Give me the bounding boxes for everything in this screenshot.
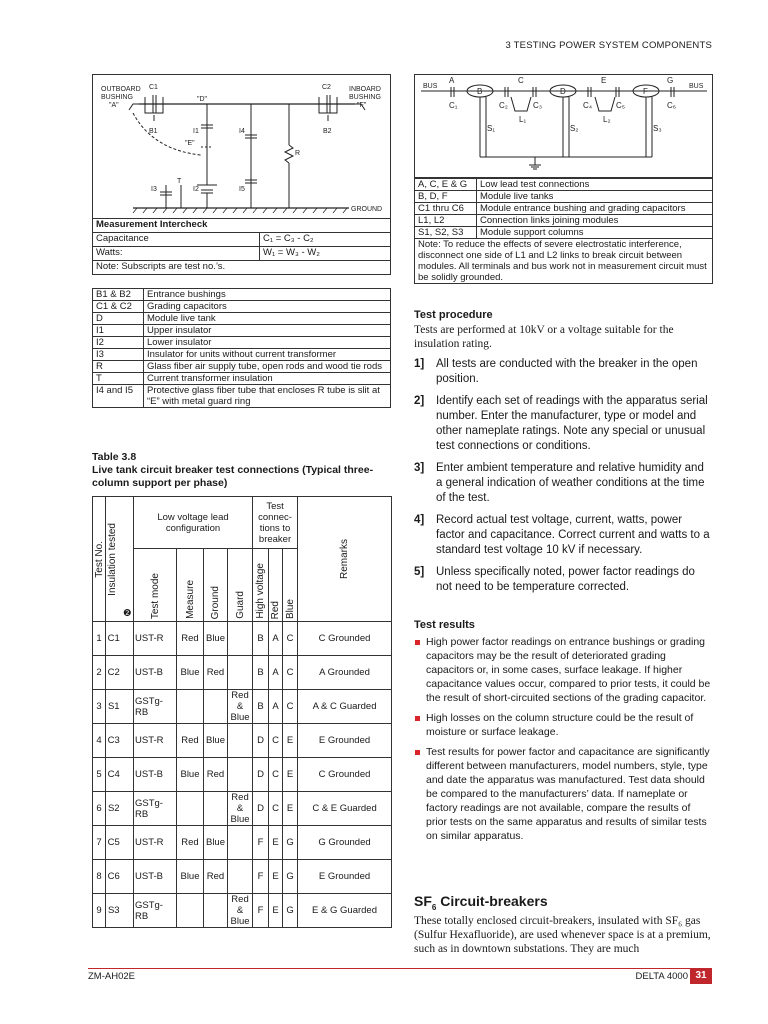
procedure-step: 5] Unless specifically noted, power factor readings do not need to be temperature corrected.	[414, 566, 695, 593]
intercheck-row	[93, 233, 391, 247]
cell-test-no: 3	[93, 690, 106, 724]
legend-row	[93, 301, 391, 313]
cell-ground: Red	[204, 758, 228, 792]
legend-value: Current transformer insulation	[144, 373, 391, 385]
cell-high-voltage: F	[253, 826, 269, 860]
cell-red: E	[269, 860, 283, 894]
cell-ground: Red	[204, 656, 228, 690]
diag1-i5-label: I5	[239, 186, 245, 193]
diag1-i4-label: I4	[239, 128, 245, 135]
cell-ground	[204, 792, 228, 826]
test-row	[93, 792, 392, 826]
cell-marker	[122, 826, 134, 860]
table-caption	[92, 451, 392, 490]
cell-measure: Red	[177, 622, 204, 656]
diag2-b-label: B	[477, 87, 483, 96]
test-row	[93, 690, 392, 724]
test-row	[93, 724, 392, 758]
header-blue: Blue	[283, 549, 298, 622]
cell-test-mode: UST-B	[134, 656, 177, 690]
legend-value: Glass fiber air supply tube, open rods and wood tie rods	[144, 361, 391, 373]
diag1-b2-label: B2	[323, 128, 332, 135]
diag2-bus-right-label: BUS	[689, 83, 704, 90]
cell-high-voltage: B	[253, 656, 269, 690]
legend-row	[415, 179, 713, 191]
diag2-d-label: D	[560, 87, 566, 96]
cell-ground	[204, 690, 228, 724]
cell-red: A	[269, 622, 283, 656]
cell-test-mode: UST-R	[134, 622, 177, 656]
cell-insulation: S2	[106, 792, 122, 826]
component-legend-table	[92, 288, 391, 408]
diag1-a-label: "A"	[109, 102, 119, 109]
cell-guard	[228, 724, 253, 758]
legend-value: Connection links joining modules	[477, 215, 713, 227]
legend-row	[415, 227, 713, 239]
cell-red: C	[269, 758, 283, 792]
legend-row	[415, 203, 713, 215]
diag1-f-label: "F"	[357, 102, 367, 109]
cell-remarks: G Grounded	[298, 826, 392, 860]
cell-blue: C	[283, 690, 298, 724]
legend-row	[93, 373, 391, 385]
intercheck-title: Measurement Intercheck	[93, 219, 391, 233]
test-row	[93, 656, 392, 690]
diag1-b1-label: B1	[149, 128, 158, 135]
diag2-c6-label: C₆	[667, 101, 677, 110]
cell-test-mode: UST-R	[134, 724, 177, 758]
cell-blue: C	[283, 622, 298, 656]
header-remarks: Remarks	[298, 497, 392, 622]
cell-red: C	[269, 792, 283, 826]
diag2-e-label: E	[601, 76, 607, 85]
cell-guard: Red & Blue	[228, 690, 253, 724]
legend-key: T	[93, 373, 144, 385]
measurement-intercheck-table	[92, 218, 391, 275]
test-connections-table	[92, 496, 392, 928]
cell-red: E	[269, 826, 283, 860]
test-row	[93, 860, 392, 894]
legend-value: Grading capacitors	[144, 301, 391, 313]
cell-test-no: 1	[93, 622, 106, 656]
header-tc-group: Test connec-tions to breaker	[253, 497, 298, 549]
intercheck-label: Capacitance	[93, 233, 260, 247]
header-measure: Measure	[177, 549, 204, 622]
cell-guard	[228, 656, 253, 690]
diag1-ground-label: GROUND	[351, 206, 383, 213]
cell-high-voltage: D	[253, 758, 269, 792]
diag2-s3-label: S₃	[653, 124, 662, 133]
test-row	[93, 758, 392, 792]
cell-measure: Blue	[177, 656, 204, 690]
procedure-step: 3] Enter ambient temperature and relative humidity and a general indication of weather conditions at the time of the test.	[414, 462, 705, 504]
cell-red: A	[269, 656, 283, 690]
legend-key: I2	[93, 337, 144, 349]
cell-ground	[204, 894, 228, 928]
cell-measure	[177, 792, 204, 826]
results-bullet: High losses on the column structure could be the result of moisture or surface leakage.	[414, 711, 712, 739]
three-module-breaker-diagram	[414, 74, 713, 178]
cell-insulation: C2	[106, 656, 122, 690]
cell-remarks: C Grounded	[298, 758, 392, 792]
cell-insulation: S1	[106, 690, 122, 724]
cell-test-no: 4	[93, 724, 106, 758]
diag2-s2-label: S₂	[570, 124, 579, 133]
diag2-l1-label: L₁	[519, 115, 527, 124]
footer-doc-id: ZM-AH02E	[88, 971, 135, 982]
cell-test-no: 6	[93, 792, 106, 826]
cell-remarks: A Grounded	[298, 656, 392, 690]
cell-blue: G	[283, 860, 298, 894]
cell-guard	[228, 758, 253, 792]
results-bullet: Test results for power factor and capacitance are significantly different between manufacturers, model numbers, style, type and date the apparatus was manufactured. Test data should be compared to the manufacturers’ data. If nameplate or factory readings are not available, compare the results of prior tests on the same apparatus and results of similar tests on similar apparatus.	[414, 745, 712, 843]
test-results-section	[414, 619, 712, 849]
cell-blue: G	[283, 894, 298, 928]
cell-measure: Red	[177, 826, 204, 860]
cell-insulation: C5	[106, 826, 122, 860]
test-row	[93, 826, 392, 860]
cell-remarks: A & C Guarded	[298, 690, 392, 724]
diag2-l2-label: L₂	[603, 115, 611, 124]
cell-marker	[122, 894, 134, 928]
cell-marker	[122, 622, 134, 656]
legend-key: R	[93, 361, 144, 373]
diag1-d-label: "D"	[197, 96, 208, 103]
diag1-r-label: R	[295, 150, 301, 157]
cell-insulation: C6	[106, 860, 122, 894]
diag1-inboard-label: INBOARD	[349, 86, 381, 93]
cell-test-mode: UST-B	[134, 758, 177, 792]
cell-blue: C	[283, 656, 298, 690]
legend-row	[415, 215, 713, 227]
diag1-c1-label: C1	[149, 84, 158, 91]
intercheck-value: W₁ = W₃ - W₂	[260, 247, 391, 261]
cell-red: A	[269, 690, 283, 724]
legend-value: Upper insulator	[144, 325, 391, 337]
header-high-voltage: High voltage	[253, 549, 269, 622]
legend-key: S1, S2, S3	[415, 227, 477, 239]
cell-guard	[228, 622, 253, 656]
legend-value: Module support columns	[477, 227, 713, 239]
diag1-c2-label: C2	[322, 84, 331, 91]
header-test-mode: Test mode	[134, 549, 177, 622]
procedure-step: 1] All tests are conducted with the breaker in the open position.	[414, 358, 698, 385]
cell-test-no: 9	[93, 894, 106, 928]
cell-measure: Blue	[177, 860, 204, 894]
legend-value: Protective glass fiber tube that encloses R tube is slit at “E” with metal guard ring	[144, 385, 391, 408]
cell-test-mode: GSTg-RB	[134, 792, 177, 826]
legend-value: Lower insulator	[144, 337, 391, 349]
cell-ground: Blue	[204, 622, 228, 656]
test-results-heading: Test results	[414, 619, 475, 631]
cell-blue: E	[283, 724, 298, 758]
legend-row	[93, 349, 391, 361]
cell-high-voltage: D	[253, 724, 269, 758]
test-row	[93, 622, 392, 656]
diag2-c2-label: C₂	[499, 101, 508, 110]
legend-value: Module entrance bushing and grading capacitors	[477, 203, 713, 215]
legend-row	[93, 289, 391, 301]
cell-insulation: C1	[106, 622, 122, 656]
cell-measure: Blue	[177, 758, 204, 792]
test-procedure-section	[414, 309, 712, 602]
cell-insulation: S3	[106, 894, 122, 928]
legend-value: Module live tanks	[477, 191, 713, 203]
cell-guard: Red & Blue	[228, 792, 253, 826]
diag2-a-label: A	[449, 76, 455, 85]
cell-marker	[122, 690, 134, 724]
cell-high-voltage: F	[253, 894, 269, 928]
legend-key: A, C, E & G	[415, 179, 477, 191]
diag1-e-label: "E"	[185, 140, 195, 147]
legend-row	[93, 325, 391, 337]
header-ground: Ground	[204, 549, 228, 622]
header-guard: Guard	[228, 549, 253, 622]
cell-remarks: E & G Guarded	[298, 894, 392, 928]
page-number: 31	[690, 968, 712, 984]
breaker-schematic-diagram	[92, 74, 391, 219]
sf6-text: These totally enclosed circuit-breakers, insulated with SF₆ gas (Sulfur Hexafluoride), are used whenever space is at a premium, such as in downtown substations. They are much	[414, 914, 711, 955]
legend-key: I3	[93, 349, 144, 361]
test-row	[93, 894, 392, 928]
cell-remarks: E Grounded	[298, 860, 392, 894]
legend-row	[93, 337, 391, 349]
cell-red: E	[269, 894, 283, 928]
cell-measure: Red	[177, 724, 204, 758]
cell-ground: Blue	[204, 724, 228, 758]
cell-insulation: C4	[106, 758, 122, 792]
legend-row	[93, 313, 391, 325]
legend-key: L1, L2	[415, 215, 477, 227]
legend-key: D	[93, 313, 144, 325]
cell-test-no: 2	[93, 656, 106, 690]
diag2-c1-label: C₁	[449, 101, 458, 110]
diag2-g-label: G	[667, 76, 674, 85]
cell-remarks: C Grounded	[298, 622, 392, 656]
diag2-s1-label: S₁	[487, 124, 496, 133]
cell-ground: Red	[204, 860, 228, 894]
table-title: Live tank circuit breaker test connections (Typical three-column support per phase)	[92, 464, 374, 489]
procedure-step: 2] Identify each set of readings with the apparatus serial number. Enter the manufacturer, type or model and other nameplate ratings. Note any special or unusual test connections or conditions.	[414, 395, 708, 452]
cell-test-no: 7	[93, 826, 106, 860]
legend-key: C1 & C2	[93, 301, 144, 313]
header-insulation-tested: Insulation tested	[106, 497, 122, 622]
diag2-c-label: C	[518, 76, 524, 85]
cell-test-mode: GSTg-RB	[134, 690, 177, 724]
diag2-c4-label: C₄	[583, 101, 593, 110]
diag1-i1-label: I1	[193, 128, 199, 135]
diag2-bus-left-label: BUS	[423, 83, 438, 90]
test-procedure-intro: Tests are performed at 10kV or a voltage suitable for the insulation rating.	[414, 324, 674, 350]
cell-marker	[122, 656, 134, 690]
cell-high-voltage: B	[253, 622, 269, 656]
diag1-i3-label: I3	[151, 186, 157, 193]
table-number: Table 3.8	[92, 451, 137, 463]
diag1-bushing2-label: BUSHING	[349, 94, 381, 101]
sf6-heading: $SF_6$ Circuit-breakers	[414, 893, 548, 912]
legend-value: Insulator for units without current transformer	[144, 349, 391, 361]
cell-blue: E	[283, 758, 298, 792]
cell-test-mode: UST-R	[134, 826, 177, 860]
sf6-section	[414, 893, 712, 956]
test-procedure-heading: Test procedure	[414, 309, 493, 321]
header-test-no: Test No.	[93, 497, 106, 622]
cell-measure	[177, 690, 204, 724]
cell-test-no: 8	[93, 860, 106, 894]
diag1-i2-label: I2	[193, 186, 199, 193]
legend-key: B1 & B2	[93, 289, 144, 301]
cell-red: C	[269, 724, 283, 758]
cell-test-mode: UST-B	[134, 860, 177, 894]
diag2-c5-label: C₅	[616, 101, 625, 110]
cell-insulation: C3	[106, 724, 122, 758]
cell-ground: Blue	[204, 826, 228, 860]
cell-measure	[177, 894, 204, 928]
cell-high-voltage: D	[253, 792, 269, 826]
cell-remarks: E Grounded	[298, 724, 392, 758]
cell-high-voltage: B	[253, 690, 269, 724]
cell-guard: Red & Blue	[228, 894, 253, 928]
intercheck-value: C₁ = C₃ - C₂	[260, 233, 391, 247]
footer-product: DELTA 4000	[635, 971, 688, 982]
diag1-bushing1-label: BUSHING	[101, 94, 133, 101]
procedure-step: 4] Record actual test voltage, current, watts, power factor and capacitance. Correct current and watts to a standard test voltage 10 kV if necessary.	[414, 514, 710, 556]
legend-note: Note: To reduce the effects of severe electrostatic interference, disconnect one side of L1 and L2 links to break circuit between modules. All terminals and bus work not in measurement circuit must be solidly grounded.	[415, 239, 713, 284]
results-bullet: High power factor readings on entrance bushings or grading capacitors may be the result of deteriorated grading capacitors or, in some cases, surface leakage. If higher capacitance values occur, compared to prior tests, it could be the result of short-circuited sections of the grading capacitor.	[414, 635, 712, 705]
legend-value: Low lead test connections	[477, 179, 713, 191]
footer-rule	[88, 968, 712, 969]
intercheck-label: Watts:	[93, 247, 260, 261]
cell-marker	[122, 758, 134, 792]
cell-high-voltage: F	[253, 860, 269, 894]
header-red: Red	[269, 549, 283, 622]
cell-test-no: 5	[93, 758, 106, 792]
header-lv-group: Low voltage lead configuration	[134, 497, 253, 549]
page-header: 3 TESTING POWER SYSTEM COMPONENTS	[505, 40, 712, 51]
diag2-c3-label: C₃	[533, 101, 543, 110]
module-legend-table	[414, 178, 713, 284]
legend-value: Module live tank	[144, 313, 391, 325]
cell-guard	[228, 860, 253, 894]
legend-key: C1 thru C6	[415, 203, 477, 215]
legend-key: I1	[93, 325, 144, 337]
legend-key: I4 and I5	[93, 385, 144, 408]
legend-row	[93, 385, 391, 408]
cell-marker	[122, 860, 134, 894]
legend-value: Entrance bushings	[144, 289, 391, 301]
cell-test-mode: GSTg-RB	[134, 894, 177, 928]
legend-row	[93, 361, 391, 373]
header-marker: ❷	[122, 497, 134, 622]
diag1-outboard-label: OUTBOARD	[101, 86, 141, 93]
cell-guard	[228, 826, 253, 860]
cell-remarks: C & E Guarded	[298, 792, 392, 826]
cell-marker	[122, 792, 134, 826]
legend-row	[415, 191, 713, 203]
intercheck-row	[93, 247, 391, 261]
legend-key: B, D, F	[415, 191, 477, 203]
cell-blue: E	[283, 792, 298, 826]
cell-marker	[122, 724, 134, 758]
intercheck-note: Note: Subscripts are test no.’s.	[93, 261, 391, 275]
diag1-t-label: T	[177, 178, 182, 185]
diag2-f-label: F	[643, 87, 648, 96]
cell-blue: G	[283, 826, 298, 860]
